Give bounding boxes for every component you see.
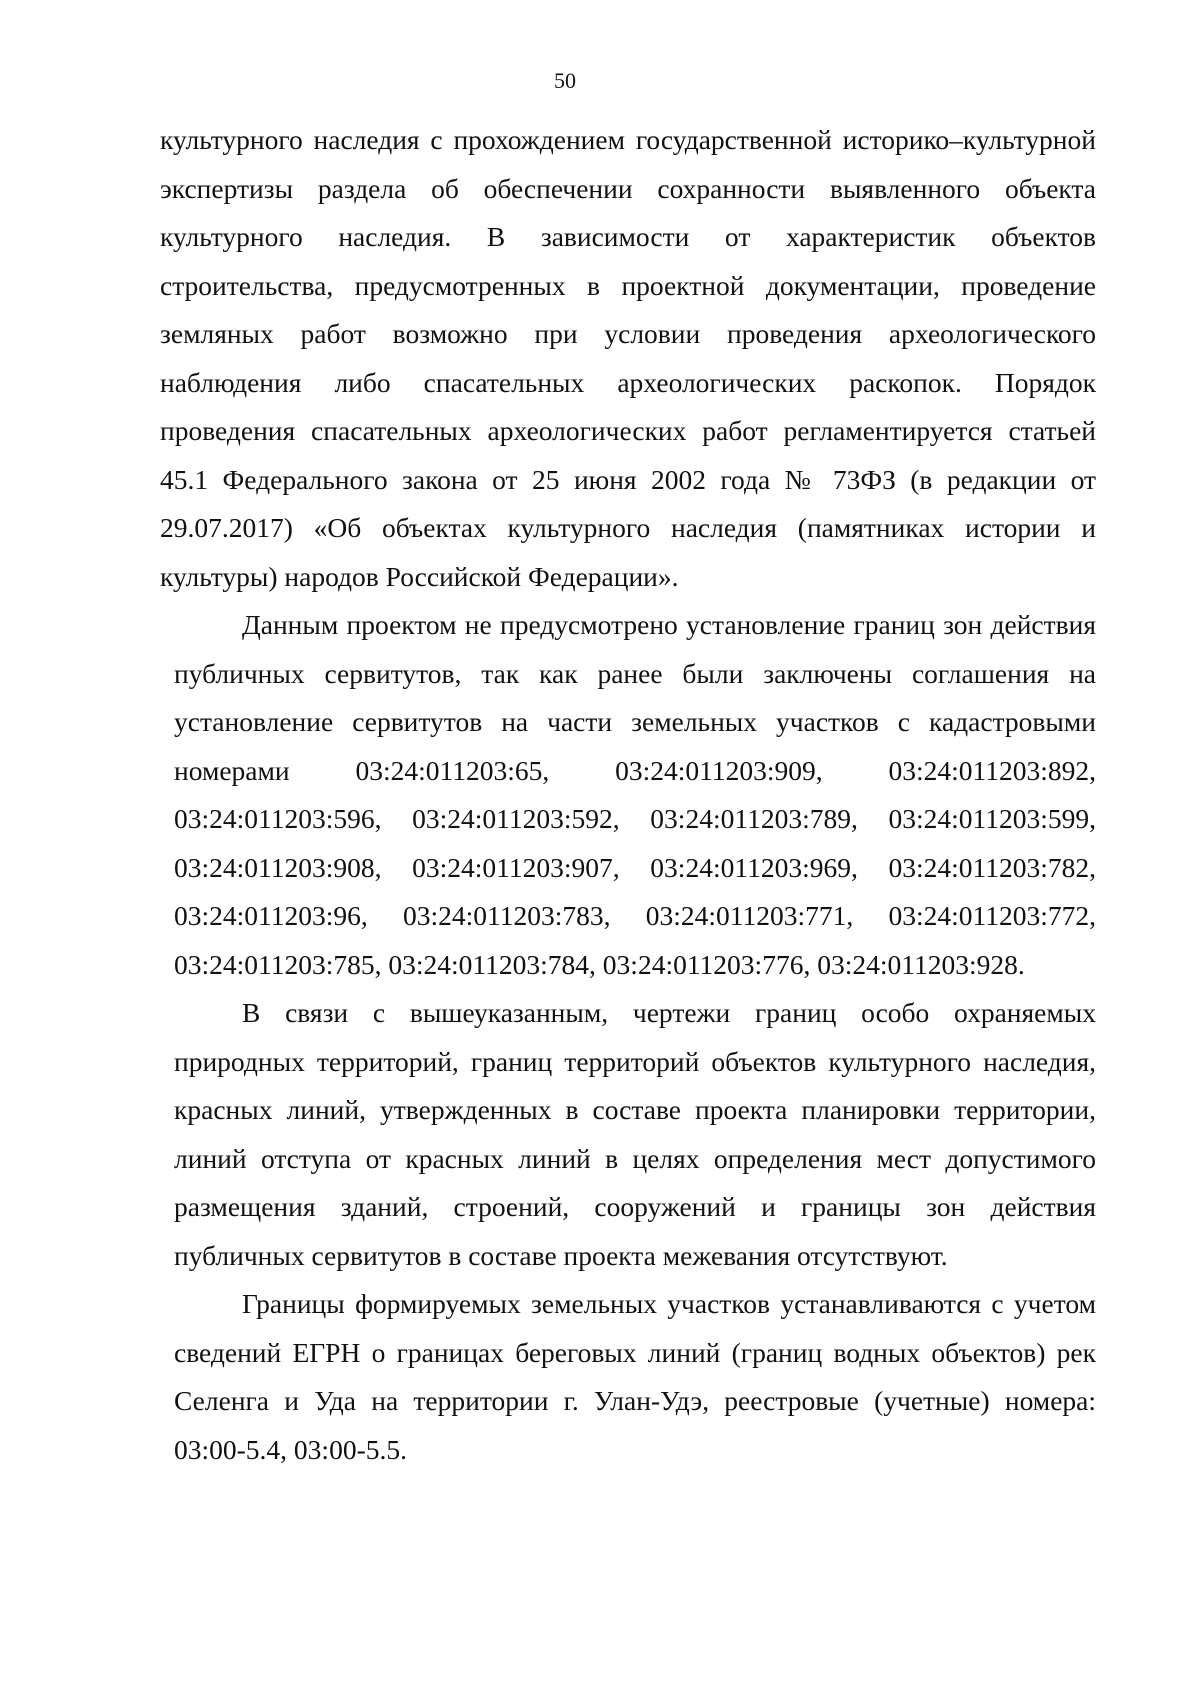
page-number: 50 <box>554 68 576 93</box>
document-body <box>160 116 1096 1474</box>
paragraph-heritage-continuation: культурного наследия с прохождением государственной историко–культурной экспертизы раздела об обеспечении сохранности выявленного объекта культурного наследия. В зависимости от характеристик объектов строительства, предусмотренных в проектной документации, проведение земляных работ возможно при условии проведения археологического наблюдения либо спасательных археологических раскопок. Порядок проведения спасательных археологических работ регламентируется статьей 45.1 Федерального закона от 25 июня 2002 года № 73ФЗ (в редакции от 29.07.2017) «Об объектах культурного наследия (памятниках истории и культуры) народов Российской Федерации». <box>160 124 1096 592</box>
paragraph-drawings-absent: В связи с вышеуказанным, чертежи границ особо охраняемых природных территорий, границ территорий объектов культурного наследия, красных линий, утвержденных в составе проекта планировки территории, линий отступа от красных линий в целях определения мест допустимого размещения зданий, строений, сооружений и границы зон действия публичных сервитутов в составе проекта межевания отсутствуют. <box>174 997 1096 1271</box>
paragraph-servitudes: Данным проектом не предусмотрено установление границ зон действия публичных сервитутов, так как ранее были заключены соглашения на установление сервитутов на части земельных участков с кадастровыми номерами 03:24:011203:65, 03:24:011203:909, 03:24:011203:892, 03:24:011203:596, 03:24:011203:592, 03:24:011203:789, 03:24:011203:599, 03:24:011203:908, 03:24:011203:907, 03:24:011203:969, 03:24:011203:782, 03:24:011203:96, 03:24:011203:783, 03:24:011203:771, 03:24:011203:772, 03:24:011203:785, 03:24:011203:784, 03:24:011203:776, 03:24:011203:928. <box>174 609 1096 980</box>
paragraph-land-plot-boundaries: Границы формируемых земельных участков устанавливаются с учетом сведений ЕГРН о границах береговых линий (границ водных объектов) рек Селенга и Уда на территории г. Улан-Удэ, реестровые (учетные) номера: 03:00-5.4, 03:00-5.5. <box>174 1288 1096 1465</box>
